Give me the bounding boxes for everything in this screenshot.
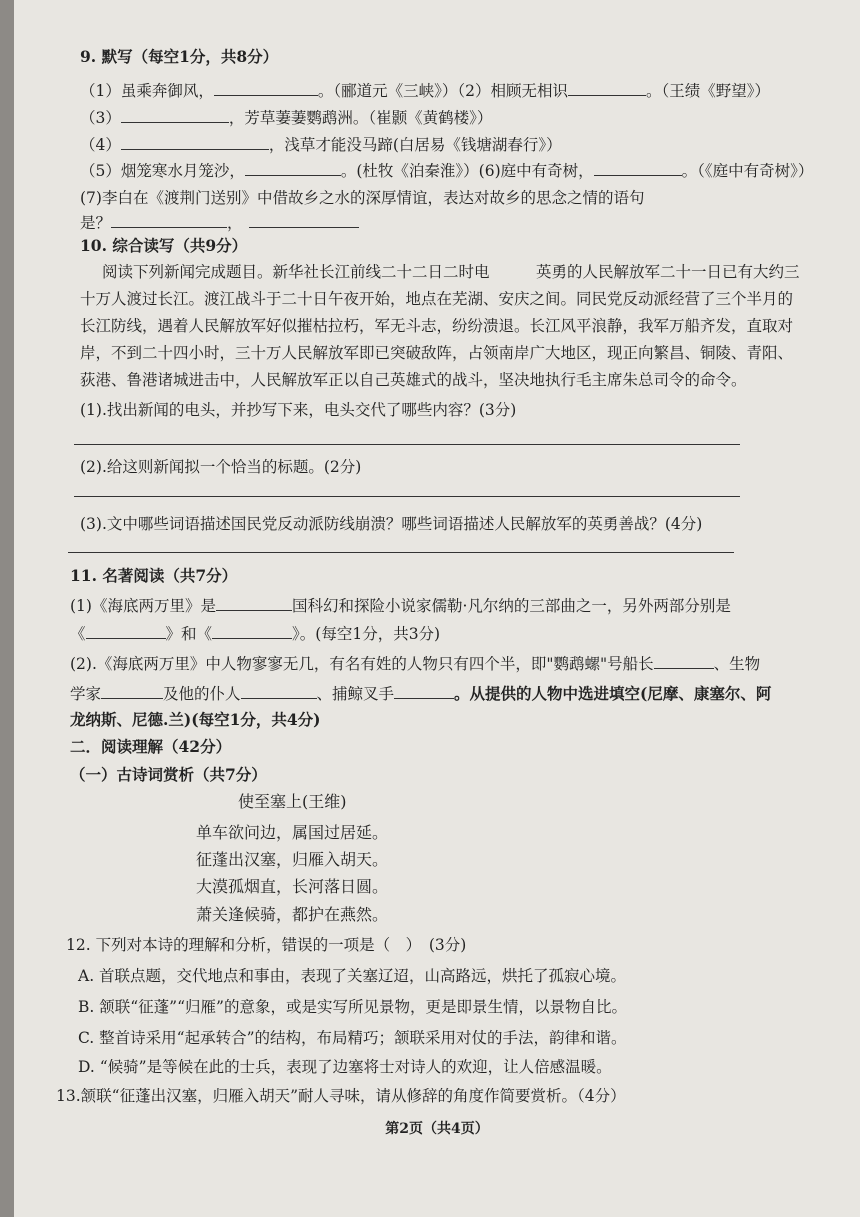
- section-2-title: 二．阅读理解（42分）: [70, 737, 232, 756]
- q12-stem: 12. 下列对本诗的理解和分析，错误的一项是（ ） (3分): [66, 936, 467, 954]
- q10-sub-3: (3).文中哪些词语描述国民党反动派防线崩溃？哪些词语描述人民解放军的英勇善战？(4分): [80, 515, 703, 533]
- answer-blank[interactable]: [216, 595, 292, 611]
- answer-blank[interactable]: [121, 134, 269, 150]
- answer-blank[interactable]: [214, 80, 318, 96]
- q9-line-5: (7)李白在《渡荆门送别》中借故乡之水的深厚情谊，表达对故乡的思念之情的语句: [80, 189, 645, 207]
- answer-blank[interactable]: [212, 623, 292, 639]
- answer-blank[interactable]: [394, 683, 454, 699]
- q10-sub-2: (2).给这则新闻拟一个恰当的标题。(2分): [80, 458, 362, 476]
- q12-option-a[interactable]: A. 首联点题，交代地点和事由，表现了关塞辽迢，山高路远，烘托了孤寂心境。: [78, 967, 627, 985]
- section-2-subtitle: （一）古诗词赏析（共7分）: [70, 765, 267, 784]
- q10-passage-1: 阅读下列新闻完成题目。新华社长江前线二十二日二时电 英勇的人民解放军二十一日已有大约三: [102, 263, 800, 281]
- answer-blank[interactable]: [101, 683, 163, 699]
- q13-stem: 13.颔联“征蓬出汉塞，归雁入胡天”耐人寻味，请从修辞的角度作简要赏析。（4分）: [56, 1087, 626, 1105]
- answer-blank[interactable]: [654, 653, 714, 669]
- answer-line[interactable]: [68, 552, 734, 553]
- q12-option-d[interactable]: D. “候骑”是等候在此的士兵，表现了边塞将士对诗人的欢迎，让人倍感温暖。: [78, 1058, 612, 1076]
- answer-blank[interactable]: [249, 212, 359, 228]
- poem-line: 征蓬出汉塞，归雁入胡天。: [196, 850, 389, 869]
- q10-passage-4: 岸，不到二十四小时，三十万人民解放军即已突破敌阵，占领南岸广大地区，现正向繁昌、铜陵、青阳、: [80, 344, 794, 362]
- q9-title: 9. 默写（每空1分，共8分）: [80, 47, 279, 66]
- q12-option-b[interactable]: B. 颔联“征蓬”“归雁”的意象，或是实写所见景物，更是即景生情，以景物自比。: [78, 998, 627, 1016]
- q11-part1-line2: 《 》和《 》。(每空1分，共3分): [70, 625, 441, 643]
- answer-blank[interactable]: [241, 683, 317, 699]
- answer-line[interactable]: [74, 444, 740, 445]
- q10-sub-1: (1).找出新闻的电头，并抄写下来，电头交代了哪些内容？(3分): [80, 401, 517, 419]
- q11-part2-line2: 学家 及他的仆人 、捕鲸叉手 。从提供的人物中选进填空(尼摩、康塞尔、阿: [70, 684, 772, 703]
- q9-line-2: （3） ，芳草萋萋鹦鹉洲。（崔颢《黄鹤楼》）: [80, 109, 493, 127]
- q9-line-4: （5）烟笼寒水月笼沙， 。(杜牧《泊秦淮》）(6)庭中有奇树， 。（《庭中有奇树》）: [80, 162, 814, 180]
- q11-part2-line1: (2).《海底两万里》中人物寥寥无几，有名有姓的人物只有四个半，即"鹦鹉螺"号船长 、生物: [70, 655, 761, 673]
- poem-title: 使至塞上(王维): [238, 792, 347, 811]
- q9-line-3: （4） ，浅草才能没马蹄(白居易《钱塘湖春行》）: [80, 136, 562, 154]
- answer-blank[interactable]: [121, 107, 229, 123]
- q9-line-6: 是？ ，: [80, 212, 359, 233]
- answer-blank[interactable]: [245, 160, 341, 176]
- poem-line: 大漠孤烟直，长河落日圆。: [196, 877, 389, 896]
- answer-line[interactable]: [74, 496, 740, 497]
- q9-line-1: （1）虽乘奔御风， 。（郦道元《三峡》）（2）相顾无相识 。（王绩《野望》）: [80, 82, 771, 100]
- answer-blank[interactable]: [111, 212, 227, 228]
- answer-blank[interactable]: [568, 80, 646, 96]
- q10-title: 10. 综合读写（共9分）: [80, 236, 248, 255]
- answer-blank[interactable]: [86, 623, 166, 639]
- q11-title: 11. 名著阅读（共7分）: [70, 566, 238, 585]
- q10-passage-2: 十万人渡过长江。渡江战斗于二十日午夜开始，地点在芜湖、安庆之间。同民党反动派经营了三个半月的: [80, 290, 794, 308]
- answer-blank[interactable]: [594, 160, 682, 176]
- page-number: 第2页（共4页）: [385, 1121, 489, 1137]
- q11-part1-line1: (1)《海底两万里》是 国科幻和探险小说家儒勒·凡尔纳的三部曲之一，另外两部分别是: [70, 597, 731, 615]
- poem-line: 单车欲问边，属国过居延。: [196, 823, 389, 842]
- q10-passage-3: 长江防线，遇着人民解放军好似摧枯拉朽，军无斗志，纷纷溃退。长江风平浪静，我军万船齐发，直取对: [80, 317, 794, 335]
- q10-passage-5: 荻港、鲁港诸城进击中，人民解放军正以自己英雄式的战斗，坚决地执行毛主席朱总司令的命令。: [80, 371, 747, 389]
- exam-page: [14, 0, 860, 1217]
- q12-option-c[interactable]: C. 整首诗采用“起承转合”的结构，布局精巧；颔联采用对仗的手法，韵律和谐。: [78, 1029, 627, 1047]
- q11-part2-line3: 龙纳斯、尼德.兰)(每空1分，共4分): [70, 710, 321, 729]
- poem-line: 萧关逢候骑，都护在燕然。: [196, 905, 389, 924]
